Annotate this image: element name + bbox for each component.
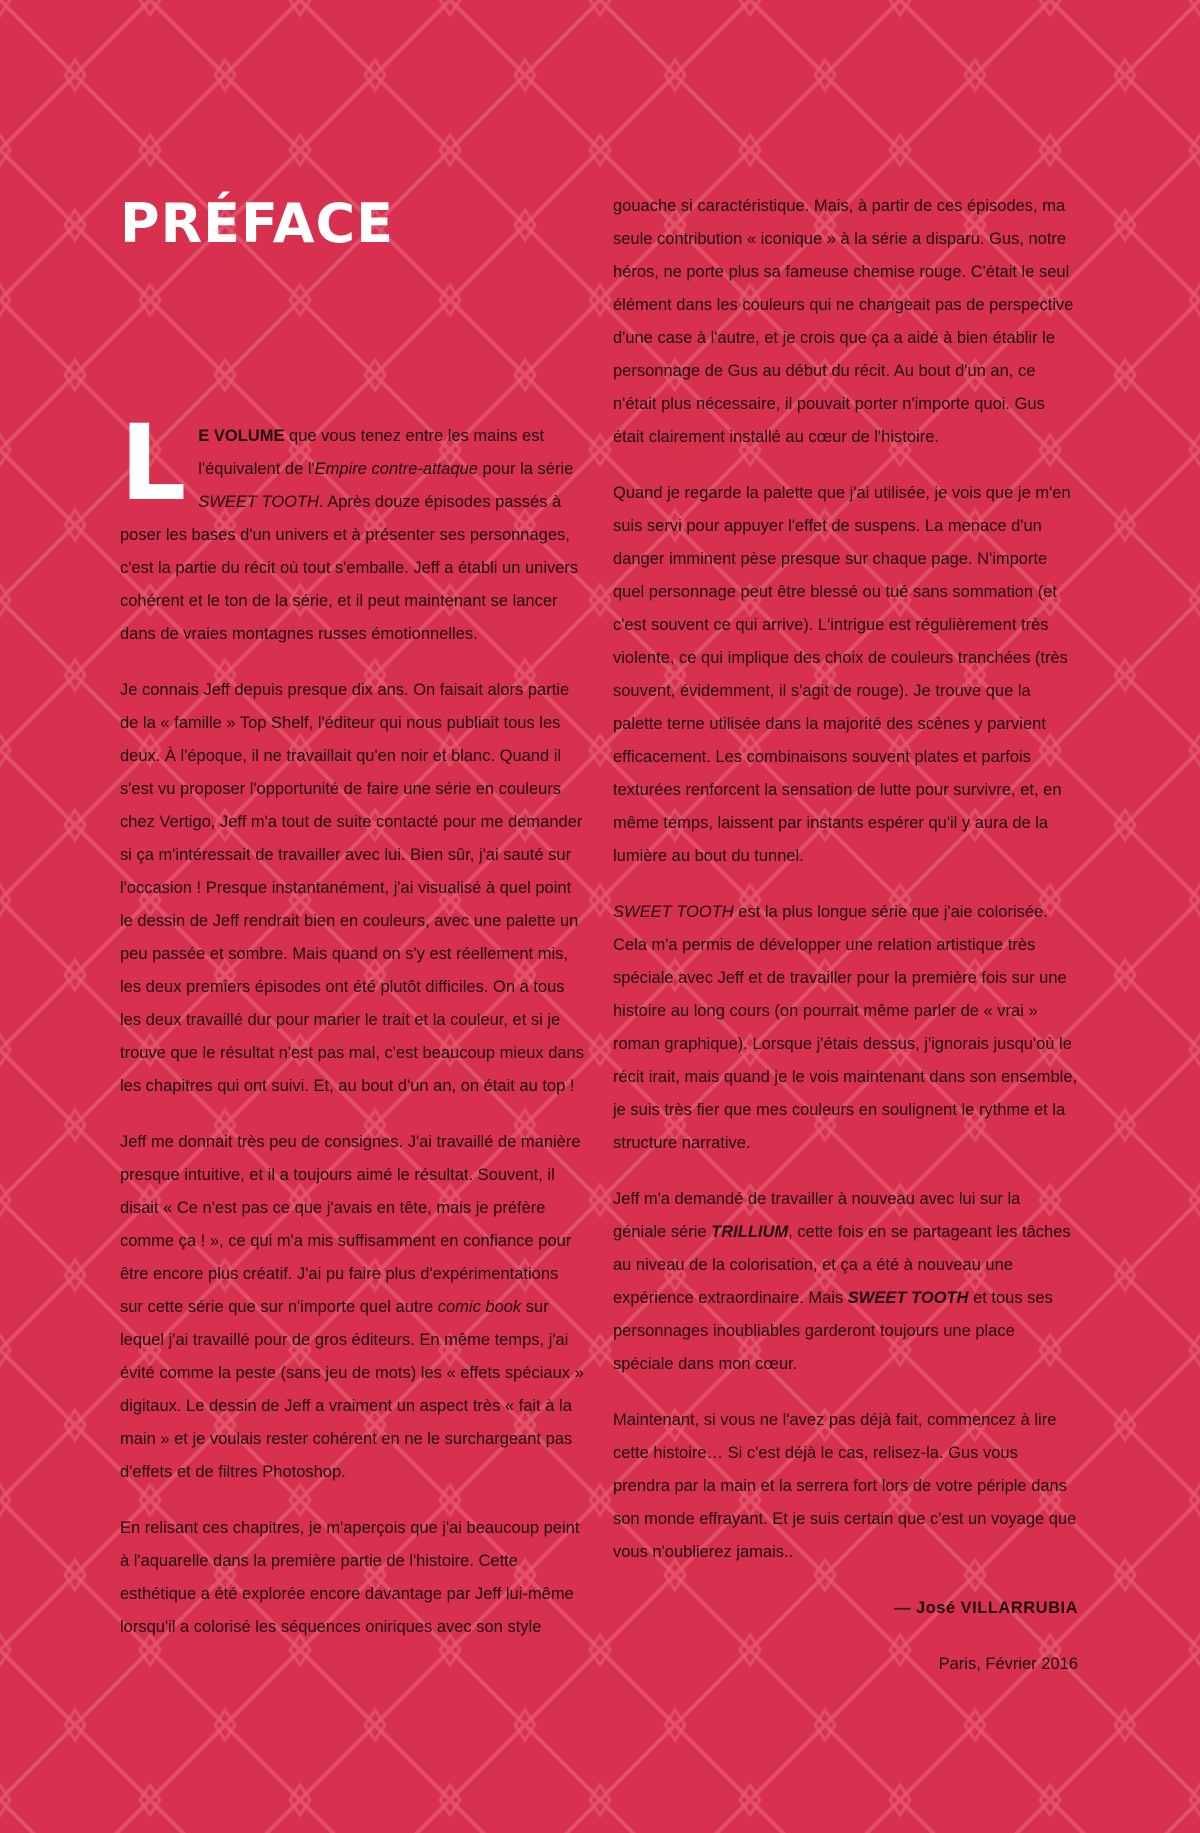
paragraph-5: gouache si caractéristique. Mais, à partir de ces épisodes, ma seule contribution « iconique » à la série a disparu. Gus, notre héros, ne porte plus sa fameuse chemise rouge. C'était le seul élément dans les couleurs qui ne changeait pas de perspective d'une case à l'autre, et je crois que ça a aidé à bien établir le personnage de Gus au début du récit. Au bout d'un an, ce n'était plus nécessaire, il pouvait porter n'importe quoi. Gus était clairement installé au cœur de l'histoire. [613, 197, 1074, 446]
italic-title: TRILLIUM [711, 1223, 789, 1241]
paragraph-1 [120, 402, 585, 651]
right-column [613, 190, 1078, 1704]
paragraph-9: Maintenant, si vous ne l'avez pas déjà fait, commencez à lire cette histoire… Si c'est déjà le cas, relisez-la. Gus vous prendra par la main et la serrera fort lors de votre périple dans son monde effrayant. Et je suis certain que c'est un voyage que vous n'oublierez jamais.. [613, 1411, 1077, 1561]
text-run: que vous tenez entre les mains est l'équivalent de l' [198, 427, 545, 478]
lead-caps: E VOLUME [198, 427, 285, 445]
signature-name: — José VILLARRUBIA [893, 1599, 1078, 1617]
paragraph-7 [613, 896, 1078, 1160]
text-run: est la plus longue série que j'aie colorisée. Cela m'a permis de développer une relation artistique très spéciale avec Jeff et de travailler pour la première fois sur une histoire au long cours (on pourrait même parler de « vrai » roman graphique). Lorsque j'étais dessus, j'ignorais jusqu'où le récit irait, mais quand je le vois maintenant dans son ensemble, je suis très fier que mes couleurs en soulignent le rythme et la structure narrative. [613, 903, 1078, 1152]
paragraph-8 [613, 1183, 1078, 1381]
text-run: sur lequel j'ai travaillé pour de gros éditeurs. En même temps, j'ai évité comme la peste (sans jeu de mots) les « effets spéciaux » digitaux. Le dessin de Jeff a vraiment un aspect très « fait à la main » et je voulais rester cohérent en ne le surchargeant pas d'effets et de filtres Photoshop. [120, 1298, 584, 1481]
paragraph-6: Quand je regarde la palette que j'ai utilisée, je vois que je m'en suis servi pour appuyer l'effet de suspens. La menace d'un danger imminent pèse presque sur chaque page. N'importe quel personnage peut être blessé ou tué sans sommation (et c'est souvent ce qui arrive). L'intrigue est régulièrement très violente, ce qui implique des choix de couleurs tranchées (très souvent, évidemment, il s'agit de rouge). Je trouve que la palette terne utilisée dans la majorité des scènes y parvient efficacement. Les combinaisons souvent plates et parfois texturées renforcent la sensation de lutte pour survivre, et, en même temps, laissent par instants espérer qu'il y aura de la lumière au bout du tunnel. [613, 484, 1071, 865]
italic-term: comic book [437, 1298, 522, 1316]
paragraph-4: En relisant ces chapitres, je m'aperçois que j'ai beaucoup peint à l'aquarelle dans la première partie de l'histoire. Cette esthétique a été explorée encore davantage par Jeff lui-même lorsqu'il a colorisé les séquences oniriques avec son style [120, 1519, 580, 1636]
paragraph-2: Je connais Jeff depuis presque dix ans. On faisait alors partie de la « famille » Top Shelf, l'éditeur qui nous publiait tous les deux. À l'époque, il ne travaillait qu'en noir et blanc. Quand il s'est vu proposer l'opportunité de faire une série en couleurs chez Vertigo, Jeff m'a tout de suite contacté pour me demander si ça m'intéressait de travailler avec lui. Bien sûr, j'ai sauté sur l'occasion ! Presque instantanément, j'ai visualisé à quel point le dessin de Jeff rendrait bien en couleurs, avec une palette un peu passée et sombre. Mais quand on s'y est réellement mis, les deux premiers épisodes ont été plutôt difficiles. On a tous les deux travaillé dur pour marier le trait et la couleur, et si je trouve que le résultat n'est pas mal, c'est beaucoup mieux dans les chapitres qui ont suivi. Et, au bout d'un an, on était au top ! [120, 681, 584, 1095]
text-run: pour la série [477, 460, 574, 478]
text-run: Jeff m'a demandé de travailler à nouveau avec lui sur la géniale série [613, 1190, 1021, 1241]
page-title: PRÉFACE [120, 192, 395, 255]
italic-title: SWEET TOOTH [613, 903, 734, 921]
left-column [120, 402, 585, 1667]
signature-place-date: Paris, Février 2016 [938, 1655, 1078, 1673]
text-run: Jeff me donnait très peu de consignes. J'ai travaillé de manière presque intuitive, et il a toujours aimé le résultat. Souvent, il disait « Ce n'est pas ce que j'avais en tête, mais je préfère comme ça ! », ce qui m'a mis suffisamment en confiance pour être encore plus créatif. J'ai pu faire plus d'expérimentations sur cette série que sur n'importe quel autre [120, 1133, 581, 1316]
italic-title: Empire contre-attaque [314, 460, 478, 478]
italic-title: SWEET TOOTH [198, 493, 319, 511]
paragraph-3 [120, 1126, 585, 1489]
drop-cap: L [120, 402, 187, 524]
text-run: , cette fois en se partageant les tâches au niveau de la colorisation, et ça a été à nouveau une expérience extraordinaire. Mais [613, 1223, 1071, 1307]
text-run: . Après douze épisodes passés à poser les bases d'un univers et à présenter ses personnages, c'est la partie du récit où tout s'emballe. Jeff a établi un univers cohérent et le ton de la série, et il peut maintenant se lancer dans de vraies montagnes russes émotionnelles. [120, 493, 579, 643]
text-run: et tous ses personnages inoubliables garderont toujours une place spéciale dans mon cœur. [613, 1289, 1053, 1373]
italic-title: SWEET TOOTH [847, 1289, 969, 1307]
